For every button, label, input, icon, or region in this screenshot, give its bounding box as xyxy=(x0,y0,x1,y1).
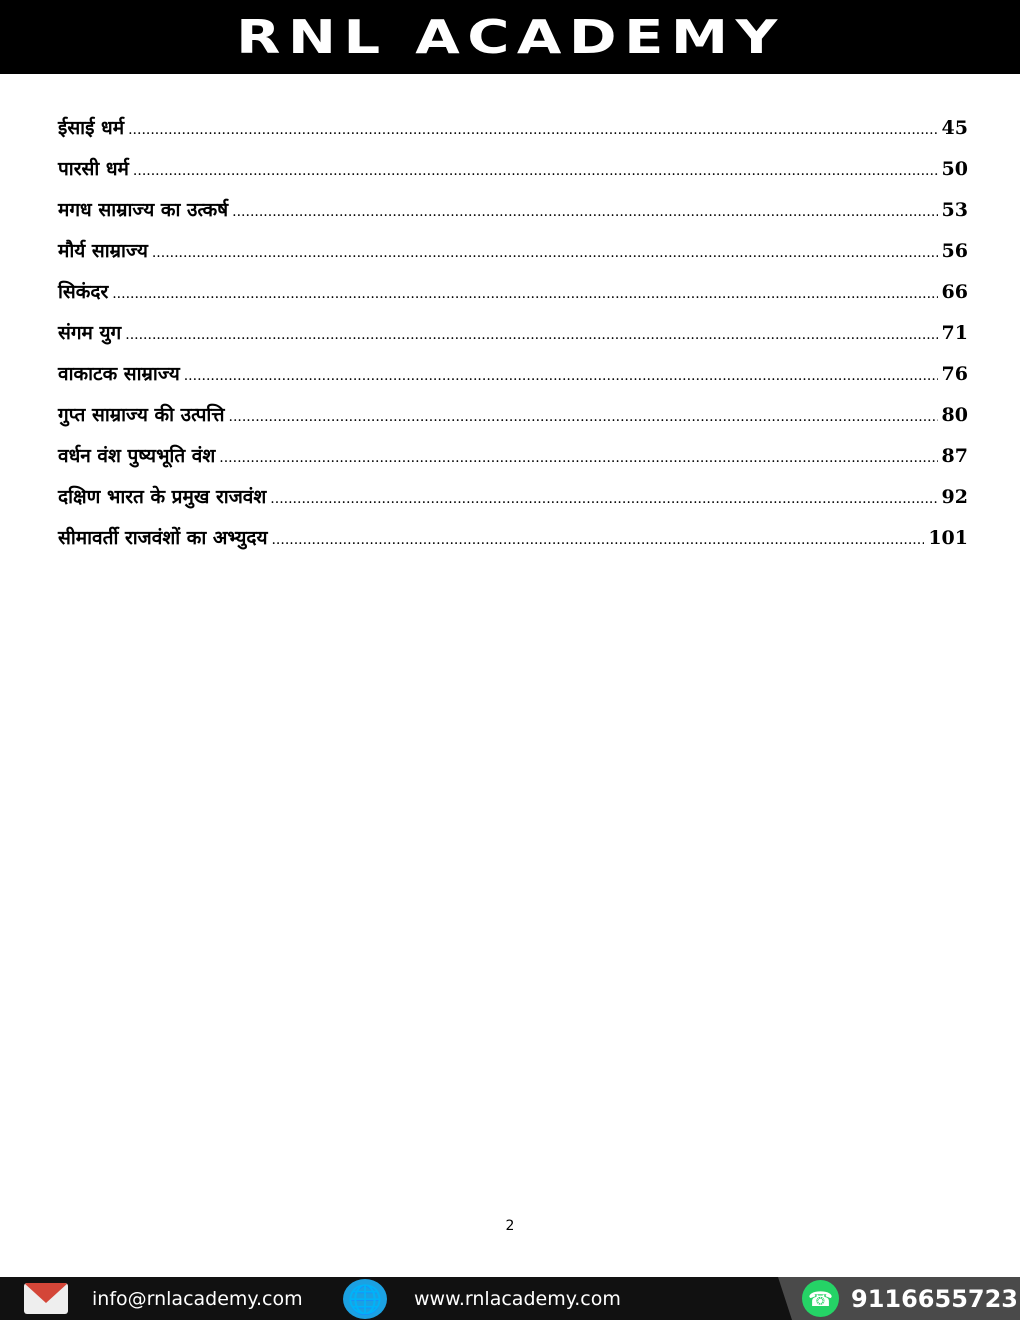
dot-leader xyxy=(271,532,924,548)
toc-entry-page: 66 xyxy=(941,281,968,303)
page-number: 2 xyxy=(505,1218,515,1234)
toc-entry[interactable] xyxy=(58,401,968,442)
toc-entry[interactable] xyxy=(58,524,968,565)
toc-entry-page: 50 xyxy=(941,158,968,180)
table-of-contents xyxy=(58,114,968,565)
toc-entry-page: 101 xyxy=(928,527,968,549)
toc-entry-title: मौर्य साम्राज्य xyxy=(58,240,148,262)
toc-entry-title: वाकाटक साम्राज्य xyxy=(58,363,180,385)
toc-entry[interactable] xyxy=(58,360,968,401)
dot-leader xyxy=(152,245,938,261)
toc-entry-title: सिकंदर xyxy=(58,281,109,303)
dot-leader xyxy=(125,327,937,343)
toc-entry[interactable] xyxy=(58,278,968,319)
toc-entry-page: 71 xyxy=(941,322,968,344)
whatsapp-icon: ☎ xyxy=(802,1280,839,1317)
dot-leader xyxy=(219,450,937,466)
toc-entry-title: सीमावर्ती राजवंशों का अभ्युदय xyxy=(58,527,268,549)
toc-entry-title: मगध साम्राज्य का उत्कर्ष xyxy=(58,199,229,221)
toc-entry[interactable] xyxy=(58,196,968,237)
dot-leader xyxy=(232,204,937,220)
toc-entry-title: संगम युग xyxy=(58,322,122,344)
toc-entry-page: 76 xyxy=(941,363,968,385)
footer-email[interactable]: info@rnlacademy.com xyxy=(92,1287,303,1310)
toc-entry[interactable] xyxy=(58,114,968,155)
toc-entry-title: ईसाई धर्म xyxy=(58,117,125,139)
header-banner xyxy=(0,0,1020,74)
toc-entry-page: 87 xyxy=(941,445,968,467)
dot-leader xyxy=(112,286,937,302)
toc-entry-title: पारसी धर्म xyxy=(58,158,129,180)
toc-entry-page: 53 xyxy=(941,199,968,221)
toc-entry-page: 56 xyxy=(941,240,968,262)
toc-entry[interactable] xyxy=(58,155,968,196)
academy-title: RNL ACADEMY xyxy=(235,10,785,64)
dot-leader xyxy=(133,163,938,179)
toc-entry-title: दक्षिण भारत के प्रमुख राजवंश xyxy=(58,486,267,508)
toc-entry-title: वर्धन वंश पुष्यभूति वंश xyxy=(58,445,216,467)
toc-entry-title: गुप्त साम्राज्य की उत्पत्ति xyxy=(58,404,225,426)
dot-leader xyxy=(270,491,937,507)
toc-entry-page: 45 xyxy=(941,117,968,139)
dot-leader xyxy=(229,409,938,425)
toc-entry[interactable] xyxy=(58,319,968,360)
toc-entry[interactable] xyxy=(58,483,968,524)
footer-website[interactable]: www.rnlacademy.com xyxy=(414,1287,621,1310)
gmail-icon xyxy=(24,1283,68,1314)
dot-leader xyxy=(184,368,938,384)
footer-phone[interactable]: 9116655723 xyxy=(851,1284,1018,1313)
footer-bar xyxy=(0,1277,1020,1320)
globe-icon: 🌐 xyxy=(343,1279,387,1319)
dot-leader xyxy=(128,122,937,138)
toc-entry[interactable] xyxy=(58,237,968,278)
toc-entry[interactable] xyxy=(58,442,968,483)
toc-entry-page: 92 xyxy=(941,486,968,508)
toc-entry-page: 80 xyxy=(941,404,968,426)
